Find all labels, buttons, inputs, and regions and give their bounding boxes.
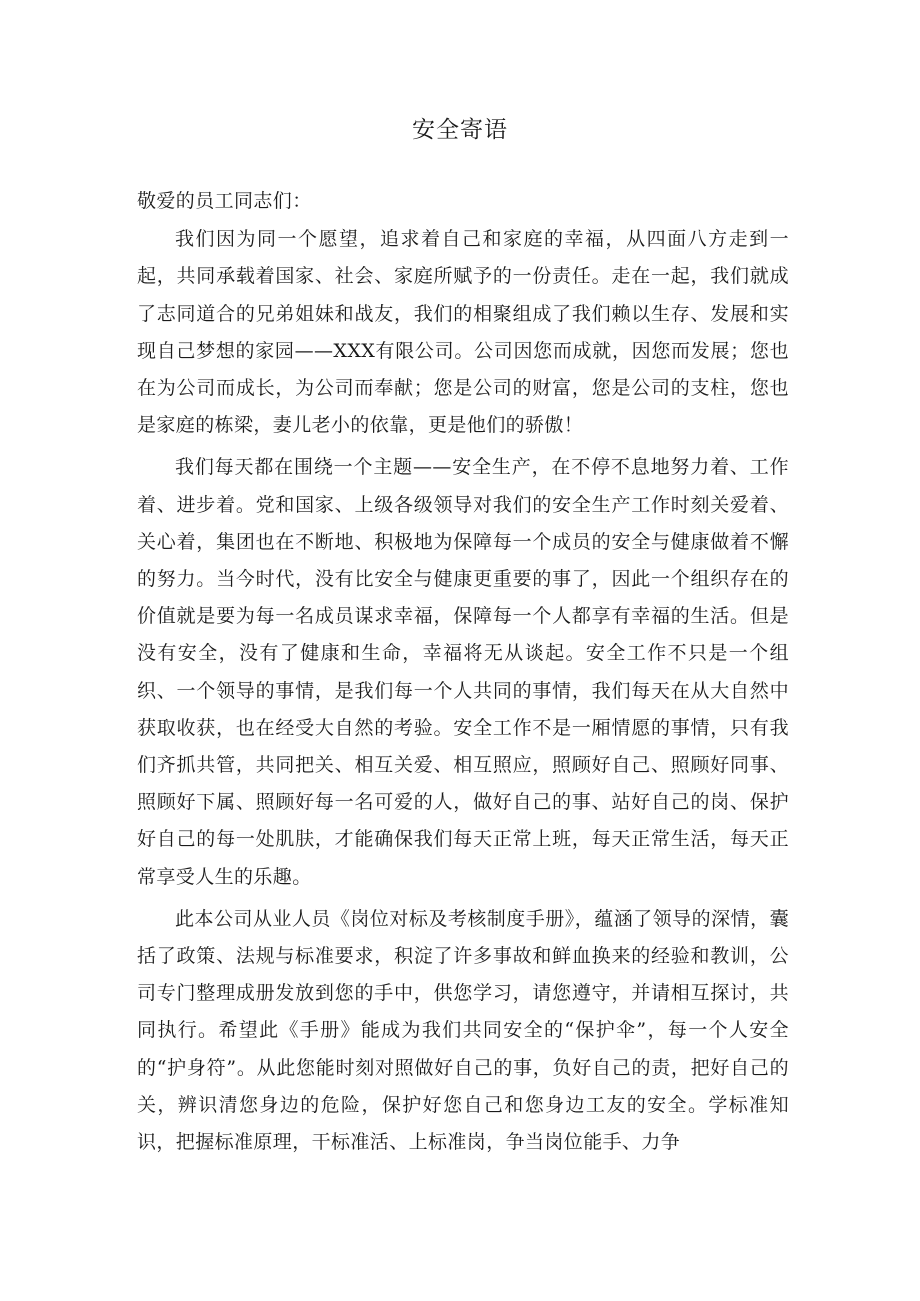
paragraph-3: 此本公司从业人员《岗位对标及考核制度手册》，蕴涵了领导的深情，囊括了政策、法规与标准要求，积淀了许多事故和鲜血换来的经验和教训，公司专门整理成册发放到您的手中，供您学习，请您遵守，并请相互探讨，共同执行。希望此《手册》能成为我们共同安全的“保护伞”，每一个人安全的“护身符”。从此您能时刻对照做好自己的事，负好自己的责，把好自己的关，辨识清您身边的危险，保护好您自己和您身边工友的安全。学标准知识，把握标准原理，干标准活、上标准岗，争当岗位能手、力争 [137,907,789,1154]
document-title: 安全寄语 [412,117,508,143]
salutation: 敬爱的员工同志们： [137,190,312,212]
paragraph-1: 我们因为同一个愿望，追求着自己和家庭的幸福，从四面八方走到一起，共同承载着国家、社会、家庭所赋予的一份责任。走在一起，我们就成了志同道合的兄弟姐妹和战友，我们的相聚组成了我们赖以生存、发展和实现自己梦想的家园——XXX有限公司。公司因您而成就，因您而发展；您也在为公司而成长，为公司而奉献；您是公司的财富，您是公司的支柱，您也是家庭的栋梁，妻儿老小的依靠，更是他们的骄傲！ [137,228,789,437]
document-body [137,183,789,1161]
paragraph-2: 我们每天都在围绕一个主题——安全生产，在不停不息地努力着、工作着、进步着。党和国家、上级各级领导对我们的安全生产工作时刻关爱着、关心着，集团也在不断地、积极地为保障每一个成员的安全与健康做着不懈的努力。当今时代，没有比安全与健康更重要的事了，因此一个组织存在的价值就是要为每一名成员谋求幸福，保障每一个人都享有幸福的生活。但是没有安全，没有了健康和生命，幸福将无从谈起。安全工作不只是一个组织、一个领导的事情，是我们每一个人共同的事情，我们每天在从大自然中获取收获，也在经受大自然的考验。安全工作不是一厢情愿的事情，只有我们齐抓共管，共同把关、相互关爱、相互照应，照顾好自己、照顾好同事、照顾好下属、照顾好每一名可爱的人，做好自己的事、站好自己的岗、保护好自己的每一处肌肤，才能确保我们每天正常上班，每天正常生活，每天正常享受人生的乐趣。 [137,456,789,888]
